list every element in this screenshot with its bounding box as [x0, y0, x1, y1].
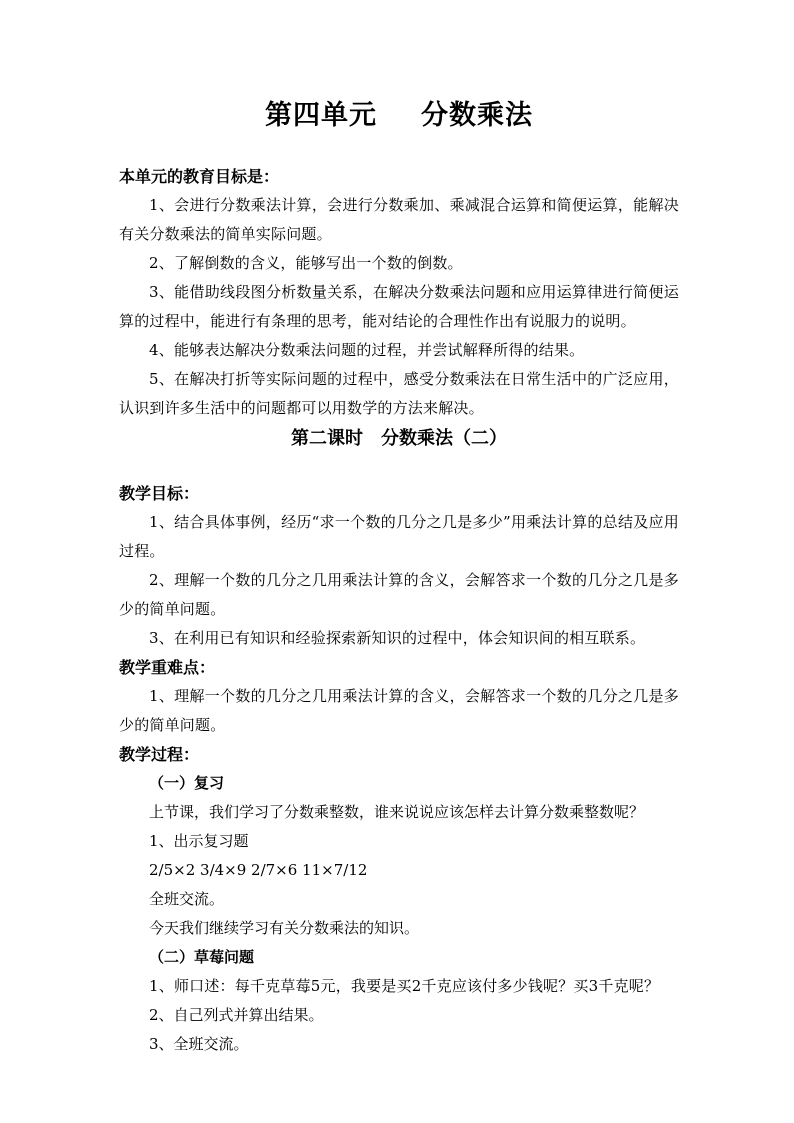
strawberry-heading: （二）草莓问题: [149, 948, 255, 966]
goal-item: 4、能够表达解决分数乘法问题的过程，并尝试解释所得的结果。: [149, 341, 585, 359]
review-line: 全班交流。: [149, 890, 225, 908]
objective-item: 1、结合具体事例，经历“求一个数的几分之几是多少”用乘法计算的总结及应用过程。: [119, 513, 679, 560]
goals-heading: 本单元的教育目标是：: [119, 167, 280, 186]
objectives-heading: 教学目标：: [119, 484, 200, 503]
process-heading: 教学过程：: [119, 745, 200, 764]
keypoint-item: 1、理解一个数的几分之几用乘法计算的含义，会解答求一个数的几分之几是多少的简单问题。: [119, 687, 679, 734]
review-line: 上节课，我们学习了分数乘整数，谁来说说应该怎样去计算分数乘整数呢？: [149, 803, 645, 821]
lesson-title: 第二课时 分数乘法（二）: [291, 428, 507, 449]
keypoints-heading: 教学重难点：: [119, 658, 216, 677]
review-exercise-line: 2/5×2 3/4×9 2/7×6 11×7/12: [149, 861, 368, 879]
strawberry-item: 3、全班交流。: [149, 1035, 249, 1053]
review-line: 今天我们继续学习有关分数乘法的知识。: [149, 919, 420, 937]
document-page: [119, 96, 679, 1059]
review-line: 1、出示复习题: [149, 832, 249, 850]
strawberry-item: 1、师口述：每千克草莓5元，我要是买2千克应该付多少钱呢？买3千克呢？: [149, 977, 660, 995]
objective-item: 2、理解一个数的几分之几用乘法计算的含义，会解答求一个数的几分之几是多少的简单问题。: [119, 571, 679, 618]
strawberry-item: 2、自己列式并算出结果。: [149, 1006, 324, 1024]
goal-item: 3、能借助线段图分析数量关系，在解决分数乘法问题和应用运算律进行简便运算的过程中，能进行有条理的思考，能对结论的合理性作出有说服力的说明。: [119, 283, 679, 330]
unit-title-number: 第四单元: [265, 100, 377, 131]
goal-item: 1、会进行分数乘法计算，会进行分数乘加、乘减混合运算和简便运算，能解决有关分数乘法的简单实际问题。: [119, 196, 679, 243]
goal-item: 5、在解决打折等实际问题的过程中，感受分数乘法在日常生活中的广泛应用，认识到许多生活中的问题都可以用数学的方法来解决。: [119, 370, 679, 417]
goal-item: 2、了解倒数的含义，能够写出一个数的倒数。: [149, 254, 463, 272]
unit-title-topic: 分数乘法: [421, 100, 533, 131]
unit-title: [119, 96, 679, 136]
review-heading: （一）复习: [149, 774, 225, 792]
objective-item: 3、在利用已有知识和经验探索新知识的过程中，体会知识间的相互联系。: [149, 629, 646, 647]
